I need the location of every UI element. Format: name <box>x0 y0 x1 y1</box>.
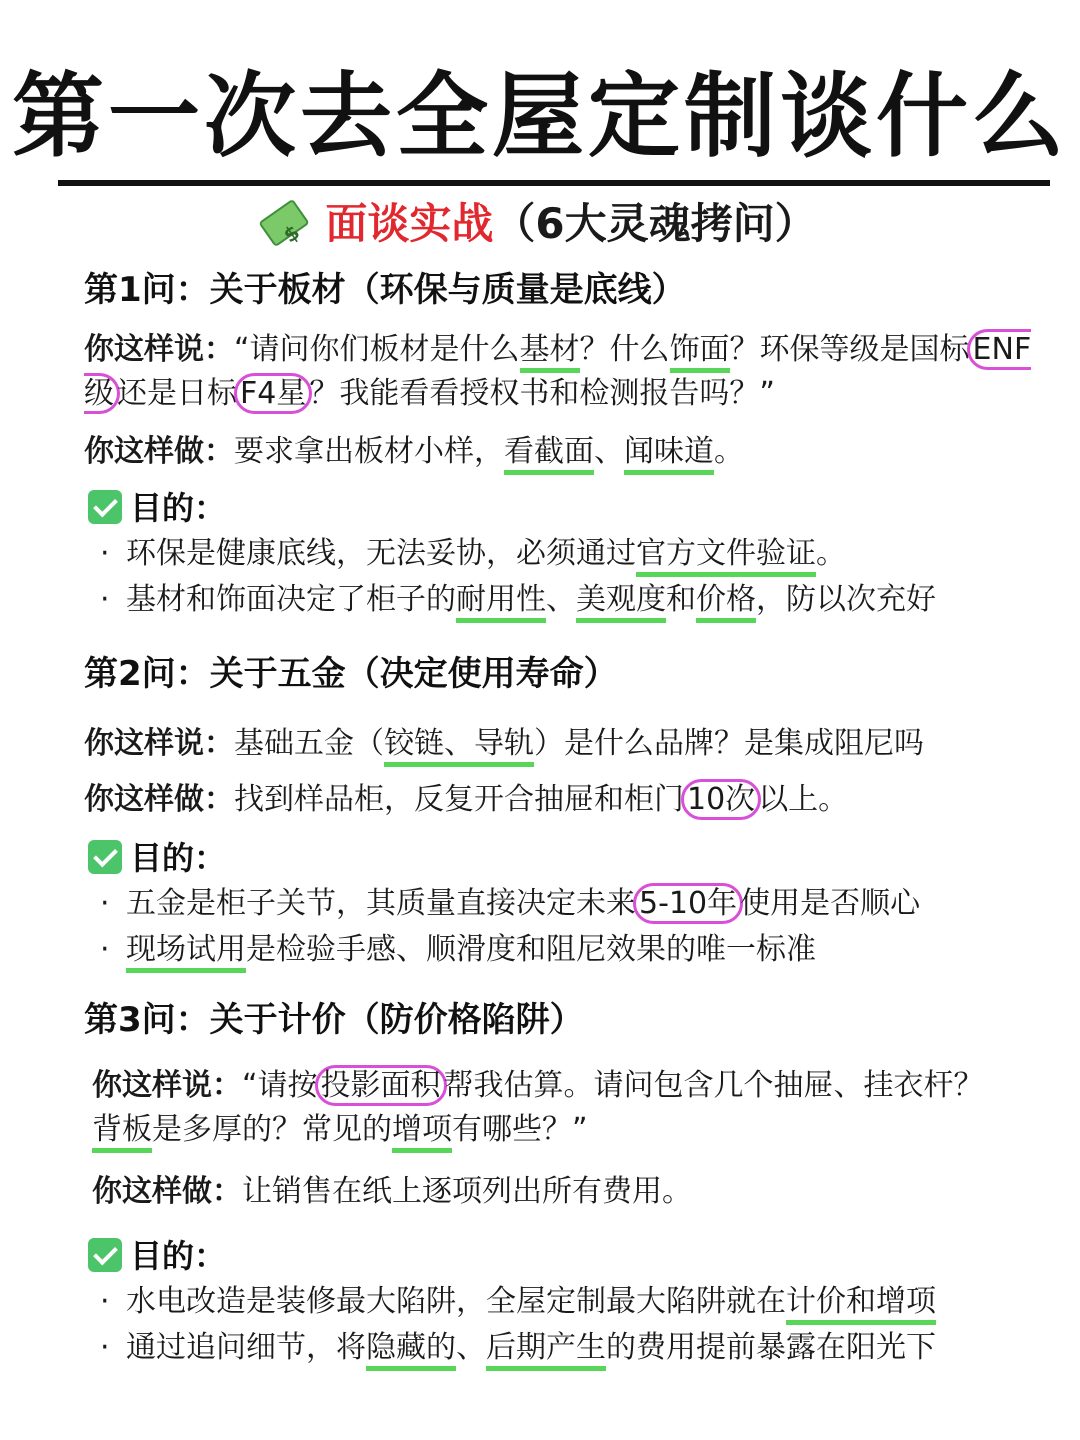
q3-do-text: 让销售在纸上逐项列出所有费用。 <box>242 1174 692 1209</box>
q1-b2-underline: 耐用性 <box>456 582 546 623</box>
check-icon <box>88 490 122 524</box>
q3-say-underline: 增项 <box>392 1112 452 1153</box>
q1-bullet-2 <box>100 578 1060 622</box>
q2-do-text: 以上。 <box>758 782 849 817</box>
q1-do-underline: 闻味道 <box>624 434 714 475</box>
q3-say-text: 有哪些？” <box>452 1112 588 1147</box>
q1-bullet-1 <box>100 532 1060 576</box>
say-label: 你这样说： <box>92 1068 242 1103</box>
q1-say-circled: F4星 <box>234 373 312 414</box>
q2-b2-underline: 现场试用 <box>126 932 246 973</box>
q2-heading: 第2问：关于五金（决定使用寿命） <box>84 654 618 694</box>
q1-do-text: 。 <box>714 434 744 469</box>
q3-say-text: 帮我估算。请问包含几个抽屉、挂衣杆？ <box>443 1068 984 1103</box>
q1-say-text: ？我能看看授权书和检测报告吗？” <box>309 376 775 411</box>
q1-goal-heading <box>88 486 226 530</box>
q2-say-text: 基础五金（ <box>234 726 384 761</box>
q1-say-text: 还是日标 <box>117 376 237 411</box>
do-label: 你这样做： <box>84 782 234 817</box>
q1-say <box>84 328 1044 416</box>
q1-do-text: 要求拿出板材小样， <box>234 434 504 469</box>
q1-say-circled: ENF级 <box>84 329 1031 414</box>
q3-b2-text: 通过追问细节，将 <box>126 1330 366 1365</box>
q1-do-text: 、 <box>594 434 624 469</box>
q3-bullet-1 <box>100 1280 1060 1324</box>
q3-b2-underline: 隐藏的 <box>366 1330 456 1371</box>
q3-say-circled: 投影面积 <box>315 1065 447 1106</box>
say-label: 你这样说： <box>84 726 234 761</box>
bullet-dot: · <box>100 886 110 921</box>
q1-b2-underline: 价格 <box>696 582 756 623</box>
q3-bullet-2 <box>100 1326 1060 1370</box>
q3-say-underline: 背板 <box>92 1112 152 1153</box>
q1-b2-text: 、 <box>546 582 576 617</box>
q1-b1-underline: 官方文件验证 <box>636 536 816 577</box>
q3-say-text: “请按 <box>242 1068 318 1103</box>
subtitle-rest: （6大灵魂拷问） <box>493 199 817 248</box>
q1-do-underline: 看截面 <box>504 434 594 475</box>
q1-say-text: ？环保等级是国标 <box>729 332 970 367</box>
q3-b2-text: 的费用提前暴露在阳光下 <box>606 1330 936 1365</box>
say-label: 你这样说： <box>84 332 234 367</box>
q3-b2-underline: 后期产生 <box>486 1330 606 1371</box>
q1-say-underline: 饰面 <box>670 332 730 373</box>
q2-goal-heading <box>88 836 226 880</box>
q2-b1-text: 使用是否顺心 <box>740 886 921 921</box>
q1-b2-text: 基材和饰面决定了柜子的 <box>126 582 456 617</box>
q1-b1-text: 环保是健康底线，无法妥协，必须通过 <box>126 536 636 571</box>
q2-say-text: ）是什么品牌？是集成阻尼吗 <box>534 726 924 761</box>
q2-b1-circled: 5-10年 <box>633 883 743 924</box>
q3-b1-underline: 计价和增项 <box>786 1284 936 1325</box>
check-icon <box>88 840 122 874</box>
q3-b1-text: 水电改造是装修最大陷阱，全屋定制最大陷阱就在 <box>126 1284 786 1319</box>
q1-say-text: ？什么 <box>579 332 670 367</box>
title-divider <box>58 180 1050 186</box>
goal-label: 目的： <box>130 839 227 877</box>
q1-do <box>84 430 1044 474</box>
goal-label: 目的： <box>130 1237 227 1275</box>
q1-say-text: “请问你们板材是什么 <box>234 332 520 367</box>
subtitle-highlight: 面谈实战 <box>325 199 494 248</box>
do-label: 你这样做： <box>92 1174 242 1209</box>
q2-do-circled: 10次 <box>681 779 761 820</box>
bullet-dot: · <box>100 582 110 617</box>
q1-heading: 第1问：关于板材（环保与质量是底线） <box>84 270 686 310</box>
q2-say <box>84 722 1044 766</box>
q2-b2-text: 是检验手感、顺滑度和阻尼效果的唯一标准 <box>246 932 816 967</box>
q2-b1-text: 五金是柜子关节，其质量直接决定未来 <box>126 886 636 921</box>
bullet-dot: · <box>100 1330 110 1365</box>
q2-do <box>84 778 1044 822</box>
q2-bullet-1 <box>100 882 1060 926</box>
bullet-dot: · <box>100 1284 110 1319</box>
q1-b2-text: ，防以次充好 <box>756 582 936 617</box>
q2-bullet-2 <box>100 928 1060 972</box>
q1-b2-underline: 美观度 <box>576 582 666 623</box>
page-title: 第一次去全屋定制谈什么 <box>11 63 1068 170</box>
q1-b2-text: 和 <box>666 582 696 617</box>
q3-say <box>92 1064 1012 1152</box>
goal-label: 目的： <box>130 489 227 527</box>
q3-do <box>92 1170 1052 1214</box>
q3-goal-heading <box>88 1234 226 1278</box>
money-icon <box>259 198 311 247</box>
bullet-dot: · <box>100 536 110 571</box>
q2-say-underline: 铰链、导轨 <box>384 726 534 767</box>
q2-do-text: 找到样品柜，反复开合抽屉和柜门 <box>234 782 684 817</box>
check-icon <box>88 1238 122 1272</box>
q3-heading: 第3问：关于计价（防价格陷阱） <box>84 1000 584 1040</box>
q1-say-underline: 基材 <box>520 332 580 373</box>
bullet-dot: · <box>100 932 110 967</box>
q3-say-text: 是多厚的？常见的 <box>152 1112 392 1147</box>
q1-b1-text: 。 <box>816 536 846 571</box>
section-subtitle <box>0 196 1080 252</box>
do-label: 你这样做： <box>84 434 234 469</box>
q3-b2-text: 、 <box>456 1330 486 1365</box>
